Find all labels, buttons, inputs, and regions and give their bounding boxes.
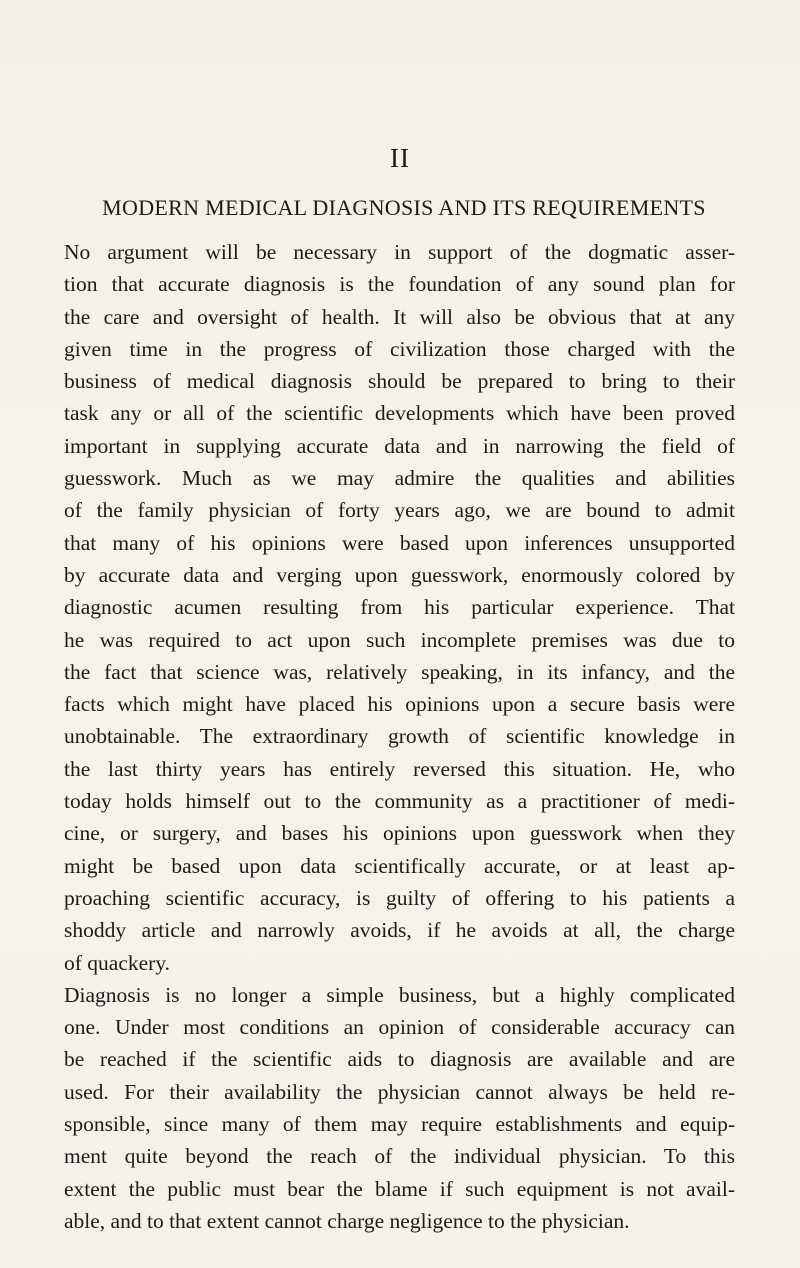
text-line: proaching scientific accuracy, is guilty of offering to his patients a [64, 885, 735, 910]
text-line: the care and oversight of health. It will also be obvious that at any [64, 304, 735, 329]
text-line: guesswork. Much as we may admire the qualities and abilities [64, 466, 735, 491]
text-line: extent the public must bear the blame if such equipment is not avail- [64, 1176, 735, 1201]
paragraph-1 [64, 236, 735, 979]
text-line: sponsible, since many of them may require establishments and equip- [64, 1112, 735, 1137]
text-line: the fact that science was, relatively speaking, in its infancy, and the [64, 659, 735, 684]
text-line: that many of his opinions were based upon inferences unsupported [64, 530, 735, 555]
text-line: one. Under most conditions an opinion of considerable accuracy can [64, 1015, 735, 1040]
text-line: important in supplying accurate data and in narrowing the field of [64, 433, 735, 458]
text-line: might be based upon data scientifically accurate, or at least ap- [64, 853, 735, 878]
text-line: of quackery. [64, 950, 171, 975]
text-line: No argument will be necessary in support of the dogmatic asser- [64, 240, 735, 264]
text-line: be reached if the scientific aids to diagnosis are available and are [64, 1047, 735, 1072]
text-line: the last thirty years has entirely reversed this situation. He, who [64, 756, 735, 781]
text-line: today holds himself out to the community as a practitioner of medi- [64, 789, 735, 814]
text-line: shoddy article and narrowly avoids, if he avoids at all, the charge [64, 918, 735, 943]
text-line: by accurate data and verging upon guesswork, enormously colored by [64, 562, 735, 587]
text-line: diagnostic acumen resulting from his particular experience. That [64, 595, 735, 620]
text-line: cine, or surgery, and bases his opinions upon guesswork when they [64, 821, 735, 846]
chapter-number: II [390, 143, 410, 173]
text-line: used. For their availability the physician cannot always be held re- [64, 1079, 735, 1104]
paragraph-2 [64, 979, 735, 1237]
text-line: task any or all of the scientific developments which have been proved [64, 401, 735, 426]
text-line: he was required to act upon such incomplete premises was due to [64, 627, 735, 652]
body-text [64, 236, 735, 1237]
text-line: Diagnosis is no longer a simple business, but a highly complicated [64, 982, 735, 1007]
text-line: tion that accurate diagnosis is the foundation of any sound plan for [64, 272, 735, 297]
text-line: ment quite beyond the reach of the individual physician. To this [64, 1144, 735, 1169]
text-line: able, and to that extent cannot charge negligence to the physician. [64, 1208, 630, 1233]
text-line: business of medical diagnosis should be prepared to bring to their [64, 369, 735, 394]
text-line: of the family physician of forty years ago, we are bound to admit [64, 498, 735, 523]
text-line: given time in the progress of civilization those charged with the [64, 336, 735, 361]
chapter-title: MODERN MEDICAL DIAGNOSIS AND ITS REQUIREMENTS [102, 195, 706, 220]
text-line: facts which might have placed his opinions upon a secure basis were [64, 692, 735, 717]
text-line: unobtainable. The extraordinary growth of scientific knowledge in [64, 724, 735, 749]
